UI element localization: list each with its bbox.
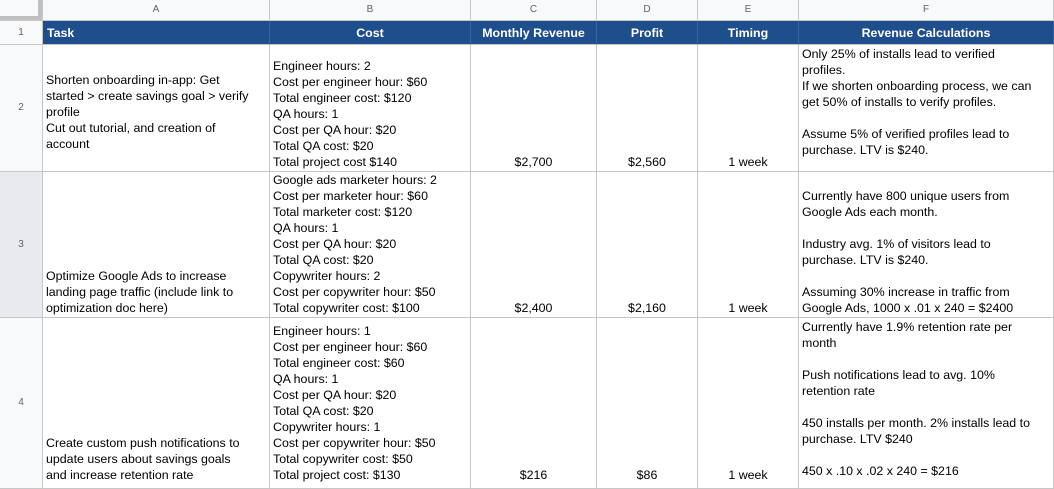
task-line: optimization doc here) — [46, 301, 168, 315]
task-line: account — [46, 137, 90, 151]
task-line: and increase retention rate — [46, 468, 194, 482]
cost-line: Cost per QA hour: $20 — [273, 388, 397, 402]
header-task[interactable]: Task — [43, 21, 270, 45]
calc-gap — [802, 447, 1050, 463]
header-monthly-revenue[interactable]: Monthly Revenue — [471, 21, 597, 45]
calc-line: purchase. LTV is $240. — [802, 143, 929, 157]
calc-line: Assuming 30% increase in traffic from — [802, 285, 1010, 299]
calc-line: month — [802, 336, 837, 350]
task-line: update users about savings goals — [46, 452, 231, 466]
row3-revenue-calc-cell[interactable] — [799, 172, 1054, 318]
calc-line: purchase. LTV $240 — [802, 432, 913, 446]
calc-gap — [802, 399, 1050, 415]
cost-line: Total QA cost: $20 — [273, 253, 374, 267]
calc-line: Google Ads each month. — [802, 205, 938, 219]
cost-line: QA hours: 1 — [273, 107, 339, 121]
calc-line: 450 installs per month. 2% installs lead to — [802, 416, 1030, 430]
row2-cost-cell[interactable] — [270, 45, 471, 172]
row3-profit-cell[interactable] — [597, 172, 698, 318]
select-all-corner[interactable] — [0, 0, 43, 21]
column-header-c[interactable]: C — [471, 0, 597, 21]
row3-timing-cell[interactable] — [698, 172, 799, 318]
monthly-revenue-value: $2,400 — [514, 301, 553, 315]
header-cost[interactable]: Cost — [270, 21, 471, 45]
cost-line: Cost per copywriter hour: $50 — [273, 436, 436, 450]
cost-line: Total marketer cost: $120 — [273, 205, 413, 219]
row2-profit-cell[interactable] — [597, 45, 698, 172]
row4-task-cell[interactable] — [43, 318, 270, 489]
calc-gap — [802, 220, 1050, 236]
cost-line: Engineer hours: 1 — [273, 324, 371, 338]
calc-line: Industry avg. 1% of visitors lead to — [802, 237, 991, 251]
row-header-2[interactable]: 2 — [0, 45, 43, 172]
calc-gap — [802, 268, 1050, 284]
calc-line: Currently have 800 unique users from — [802, 189, 1010, 203]
row-header-1[interactable]: 1 — [0, 21, 43, 45]
calc-line: Assume 5% of verified profiles lead to — [802, 127, 1010, 141]
monthly-revenue-value: $2,700 — [514, 155, 553, 169]
header-revenue-calculations[interactable]: Revenue Calculations — [799, 21, 1054, 45]
row4-revenue-calc-cell[interactable] — [799, 318, 1054, 489]
calc-line: purchase. LTV is $240. — [802, 253, 929, 267]
row3-monthly-revenue-cell[interactable] — [471, 172, 597, 318]
cost-line: Cost per copywriter hour: $50 — [273, 285, 436, 299]
cost-line: Total copywriter cost: $100 — [273, 301, 420, 315]
header-profit[interactable]: Profit — [597, 21, 698, 45]
task-line: Create custom push notifications to — [46, 436, 240, 450]
calc-line: Currently have 1.9% retention rate per — [802, 320, 1013, 334]
row3-cost-cell[interactable] — [270, 172, 471, 318]
calc-line: 450 x .10 x .02 x 240 = $216 — [802, 464, 959, 478]
row4-profit-cell[interactable] — [597, 318, 698, 489]
row2-monthly-revenue-cell[interactable] — [471, 45, 597, 172]
cost-line: Cost per marketer hour: $60 — [273, 189, 428, 203]
calc-line: get 50% of installs to verify profiles. — [802, 95, 997, 109]
timing-value: 1 week — [728, 468, 768, 482]
cost-line: Total QA cost: $20 — [273, 404, 374, 418]
profit-value: $2,160 — [628, 301, 666, 315]
cost-line: QA hours: 1 — [273, 372, 339, 386]
row4-cost-cell[interactable] — [270, 318, 471, 489]
row4-monthly-revenue-cell[interactable] — [471, 318, 597, 489]
column-header-d[interactable]: D — [597, 0, 698, 21]
profit-value: $86 — [636, 468, 658, 482]
calc-line: If we shorten onboarding process, we can — [802, 79, 1032, 93]
task-line: Cut out tutorial, and creation of — [46, 121, 216, 135]
cost-line: Google ads marketer hours: 2 — [273, 173, 437, 187]
task-line: landing page traffic (include link to — [46, 285, 234, 299]
task-line: Optimize Google Ads to increase — [46, 269, 227, 283]
row2-task-cell[interactable] — [43, 45, 270, 172]
cost-line: QA hours: 1 — [273, 221, 339, 235]
header-timing[interactable]: Timing — [698, 21, 799, 45]
row2-revenue-calc-cell[interactable] — [799, 45, 1054, 172]
timing-value: 1 week — [728, 301, 768, 315]
row4-timing-cell[interactable] — [698, 318, 799, 489]
cost-line: Copywriter hours: 1 — [273, 420, 381, 434]
task-line: profile — [46, 105, 80, 119]
cost-line: Cost per engineer hour: $60 — [273, 75, 428, 89]
calc-line: Push notifications lead to avg. 10% — [802, 368, 995, 382]
cost-line: Total copywriter cost: $50 — [273, 452, 413, 466]
frozen-row-handle[interactable] — [0, 16, 42, 20]
timing-value: 1 week — [728, 155, 768, 169]
column-header-b[interactable]: B — [270, 0, 471, 21]
row3-task-cell[interactable] — [43, 172, 270, 318]
calc-line: profiles. — [802, 63, 846, 77]
cost-line: Total project cost: $130 — [273, 468, 401, 482]
cost-line: Engineer hours: 2 — [273, 59, 371, 73]
task-line: Shorten onboarding in-app: Get — [46, 73, 220, 87]
column-header-e[interactable]: E — [698, 0, 799, 21]
task-line: started > create savings goal > verify — [46, 89, 249, 103]
row2-timing-cell[interactable] — [698, 45, 799, 172]
calc-line: Google Ads, 1000 x .01 x 240 = $2400 — [802, 301, 1014, 315]
cost-line: Total QA cost: $20 — [273, 139, 374, 153]
cost-line: Cost per QA hour: $20 — [273, 123, 397, 137]
profit-value: $2,560 — [628, 155, 666, 169]
cost-line: Total engineer cost: $60 — [273, 356, 405, 370]
row-header-4[interactable]: 4 — [0, 318, 43, 489]
calc-line: Only 25% of installs lead to verified — [802, 47, 995, 61]
column-header-f[interactable]: F — [799, 0, 1054, 21]
monthly-revenue-value: $216 — [519, 468, 548, 482]
calc-gap — [802, 110, 1050, 126]
cost-line: Cost per engineer hour: $60 — [273, 340, 428, 354]
cost-line: Copywriter hours: 2 — [273, 269, 381, 283]
cost-line: Total engineer cost: $120 — [273, 91, 412, 105]
row-header-3[interactable]: 3 — [0, 172, 43, 318]
cost-line: Total project cost $140 — [273, 155, 397, 169]
column-header-a[interactable]: A — [43, 0, 270, 21]
calc-line: retention rate — [802, 384, 876, 398]
cost-line: Cost per QA hour: $20 — [273, 237, 397, 251]
calc-gap — [802, 351, 1050, 367]
